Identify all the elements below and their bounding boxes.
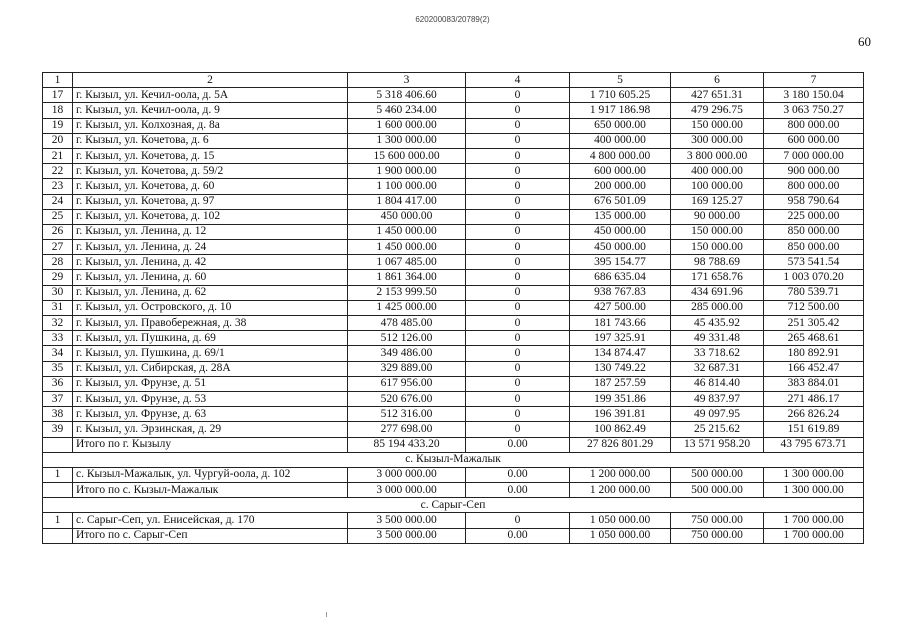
table-cell: г. Кызыл, ул. Ленина, д. 60 bbox=[73, 270, 348, 285]
table-cell: 500 000.00 bbox=[671, 467, 764, 482]
table-cell: г. Кызыл, ул. Кечил-оола, д. 9 bbox=[73, 103, 348, 118]
table-cell: Итого по с. Сарыг-Сеп bbox=[73, 528, 348, 543]
table-cell: г. Кызыл, ул. Фрунзе, д. 63 bbox=[73, 407, 348, 422]
table-cell: 0.00 bbox=[466, 483, 570, 498]
table-cell: г. Кызыл, ул. Ленина, д. 42 bbox=[73, 255, 348, 270]
table-cell bbox=[43, 483, 73, 498]
table-cell: 0 bbox=[466, 164, 570, 179]
table-cell: 400 000.00 bbox=[570, 133, 671, 148]
table-cell: 750 000.00 bbox=[671, 513, 764, 528]
header-cell: 1 bbox=[43, 73, 73, 88]
table-row bbox=[43, 118, 864, 133]
table-cell: 1 917 186.98 bbox=[570, 103, 671, 118]
table-cell: 938 767.83 bbox=[570, 285, 671, 300]
table-cell: 38 bbox=[43, 407, 73, 422]
table-cell: 2 153 999.50 bbox=[348, 285, 466, 300]
table-cell: г. Кызыл, ул. Кочетова, д. 59/2 bbox=[73, 164, 348, 179]
table-cell: 35 bbox=[43, 361, 73, 376]
table-cell: 0 bbox=[466, 194, 570, 209]
table-cell: г. Кызыл, ул. Ленина, д. 12 bbox=[73, 224, 348, 239]
table-cell: 1 700 000.00 bbox=[764, 513, 864, 528]
table-cell: 0 bbox=[466, 240, 570, 255]
table-cell: 0 bbox=[466, 513, 570, 528]
section-title: с. Кызыл-Мажалык bbox=[43, 452, 864, 467]
table-cell: 130 749.22 bbox=[570, 361, 671, 376]
table-cell: 1 710 605.25 bbox=[570, 88, 671, 103]
table-cell: 3 000 000.00 bbox=[348, 483, 466, 498]
table-cell: 45 435.92 bbox=[671, 316, 764, 331]
table-cell: 187 257.59 bbox=[570, 376, 671, 391]
table-row bbox=[43, 407, 864, 422]
table-row bbox=[43, 422, 864, 437]
table-cell: 686 635.04 bbox=[570, 270, 671, 285]
table-row bbox=[43, 361, 864, 376]
table-cell: 712 500.00 bbox=[764, 300, 864, 315]
table-cell: 21 bbox=[43, 148, 73, 163]
table-cell: 3 500 000.00 bbox=[348, 513, 466, 528]
table-cell: 1 bbox=[43, 467, 73, 482]
table-cell: 1 425 000.00 bbox=[348, 300, 466, 315]
table-cell: 850 000.00 bbox=[764, 224, 864, 239]
table-cell: 427 651.31 bbox=[671, 88, 764, 103]
section-header-row bbox=[43, 452, 864, 467]
table-cell: 0 bbox=[466, 179, 570, 194]
table-cell: 1 804 417.00 bbox=[348, 194, 466, 209]
table-cell: с. Сарыг-Сеп, ул. Енисейская, д. 170 bbox=[73, 513, 348, 528]
table-cell: Итого по с. Кызыл-Мажалык bbox=[73, 483, 348, 498]
table-cell: 181 743.66 bbox=[570, 316, 671, 331]
table-cell: 0.00 bbox=[466, 467, 570, 482]
table-cell: 450 000.00 bbox=[570, 240, 671, 255]
table-body bbox=[43, 73, 864, 544]
table-cell: г. Кызыл, ул. Сибирская, д. 28А bbox=[73, 361, 348, 376]
table-cell: 271 486.17 bbox=[764, 391, 864, 406]
table-cell: 1 450 000.00 bbox=[348, 224, 466, 239]
header-cell: 2 bbox=[73, 73, 348, 88]
table-row bbox=[43, 255, 864, 270]
table-cell: 98 788.69 bbox=[671, 255, 764, 270]
table-cell: 958 790.64 bbox=[764, 194, 864, 209]
table-cell: 0 bbox=[466, 103, 570, 118]
table-cell: 29 bbox=[43, 270, 73, 285]
table-row bbox=[43, 240, 864, 255]
table-cell: 24 bbox=[43, 194, 73, 209]
table-cell: 0 bbox=[466, 300, 570, 315]
table-cell: 19 bbox=[43, 118, 73, 133]
header-cell: 5 bbox=[570, 73, 671, 88]
table-cell: 0 bbox=[466, 331, 570, 346]
table-cell: 383 884.01 bbox=[764, 376, 864, 391]
table-cell: 0 bbox=[466, 270, 570, 285]
table-cell: г. Кызыл, ул. Кочетова, д. 97 bbox=[73, 194, 348, 209]
table-cell: 1 200 000.00 bbox=[570, 483, 671, 498]
table-cell: 28 bbox=[43, 255, 73, 270]
table-cell: 0 bbox=[466, 209, 570, 224]
table-cell: 20 bbox=[43, 133, 73, 148]
table-cell: 750 000.00 bbox=[671, 528, 764, 543]
table-cell: 1 300 000.00 bbox=[764, 483, 864, 498]
table-row bbox=[43, 513, 864, 528]
table-cell: 1 450 000.00 bbox=[348, 240, 466, 255]
table-cell: 5 318 406.60 bbox=[348, 88, 466, 103]
table-cell: г. Кызыл, ул. Ленина, д. 62 bbox=[73, 285, 348, 300]
table-cell: 135 000.00 bbox=[570, 209, 671, 224]
header-cell: 3 bbox=[348, 73, 466, 88]
table-cell: г. Кызыл, ул. Кечил-оола, д. 5А bbox=[73, 88, 348, 103]
table-cell: 25 bbox=[43, 209, 73, 224]
table-cell: 0 bbox=[466, 361, 570, 376]
table-row bbox=[43, 164, 864, 179]
section-header-row bbox=[43, 498, 864, 513]
table-cell: 0 bbox=[466, 224, 570, 239]
table-row bbox=[43, 346, 864, 361]
table-cell: 22 bbox=[43, 164, 73, 179]
table-cell: 400 000.00 bbox=[671, 164, 764, 179]
section-title: с. Сарыг-Сеп bbox=[43, 498, 864, 513]
table-cell: 17 bbox=[43, 88, 73, 103]
table-cell: 23 bbox=[43, 179, 73, 194]
data-table bbox=[42, 72, 864, 544]
table-cell: 31 bbox=[43, 300, 73, 315]
table-cell: 49 331.48 bbox=[671, 331, 764, 346]
table-cell: 0 bbox=[466, 88, 570, 103]
table-row bbox=[43, 133, 864, 148]
total-row bbox=[43, 437, 864, 452]
table-cell: 33 bbox=[43, 331, 73, 346]
table-cell: 1 900 000.00 bbox=[348, 164, 466, 179]
table-cell: 617 956.00 bbox=[348, 376, 466, 391]
table-cell: 0 bbox=[466, 148, 570, 163]
table-cell: 850 000.00 bbox=[764, 240, 864, 255]
table-cell: г. Кызыл, ул. Фрунзе, д. 53 bbox=[73, 391, 348, 406]
table-cell: 171 658.76 bbox=[671, 270, 764, 285]
table-cell: с. Кызыл-Мажалык, ул. Чургуй-оола, д. 102 bbox=[73, 467, 348, 482]
table-cell: 900 000.00 bbox=[764, 164, 864, 179]
table-cell: 266 826.24 bbox=[764, 407, 864, 422]
table-cell: 0 bbox=[466, 376, 570, 391]
table-cell: 600 000.00 bbox=[764, 133, 864, 148]
table-cell: 450 000.00 bbox=[570, 224, 671, 239]
page-number: 60 bbox=[858, 34, 871, 49]
table-row bbox=[43, 376, 864, 391]
table-cell: 25 215.62 bbox=[671, 422, 764, 437]
table-row bbox=[43, 300, 864, 315]
total-row bbox=[43, 483, 864, 498]
table-row bbox=[43, 270, 864, 285]
table-row bbox=[43, 316, 864, 331]
table-cell: 500 000.00 bbox=[671, 483, 764, 498]
table-cell: 780 539.71 bbox=[764, 285, 864, 300]
table-cell: 512 316.00 bbox=[348, 407, 466, 422]
table-row bbox=[43, 331, 864, 346]
table-cell: 166 452.47 bbox=[764, 361, 864, 376]
table-cell: г. Кызыл, ул. Кочетова, д. 60 bbox=[73, 179, 348, 194]
table-cell: 0.00 bbox=[466, 437, 570, 452]
table-cell: 0 bbox=[466, 407, 570, 422]
table-cell: 37 bbox=[43, 391, 73, 406]
table-cell: г. Кызыл, ул. Эрзинская, д. 29 bbox=[73, 422, 348, 437]
table-cell: 329 889.00 bbox=[348, 361, 466, 376]
table-cell: 150 000.00 bbox=[671, 118, 764, 133]
table-cell: 15 600 000.00 bbox=[348, 148, 466, 163]
table-cell: 27 826 801.29 bbox=[570, 437, 671, 452]
table-cell: 573 541.54 bbox=[764, 255, 864, 270]
table-cell: 1 300 000.00 bbox=[764, 467, 864, 482]
table-cell: 265 468.61 bbox=[764, 331, 864, 346]
table-cell: 512 126.00 bbox=[348, 331, 466, 346]
table-cell: г. Кызыл, ул. Кочетова, д. 6 bbox=[73, 133, 348, 148]
table-cell: 277 698.00 bbox=[348, 422, 466, 437]
table-cell: 0 bbox=[466, 118, 570, 133]
table-cell: 225 000.00 bbox=[764, 209, 864, 224]
table-cell: 5 460 234.00 bbox=[348, 103, 466, 118]
table-cell: 800 000.00 bbox=[764, 118, 864, 133]
table-cell: 7 000 000.00 bbox=[764, 148, 864, 163]
table-cell: 0 bbox=[466, 391, 570, 406]
table-cell: 1 700 000.00 bbox=[764, 528, 864, 543]
table-cell: 49 837.97 bbox=[671, 391, 764, 406]
table-cell: 13 571 958.20 bbox=[671, 437, 764, 452]
table-cell: 1 600 000.00 bbox=[348, 118, 466, 133]
header-cell: 4 bbox=[466, 73, 570, 88]
table-row bbox=[43, 194, 864, 209]
table-cell: 180 892.91 bbox=[764, 346, 864, 361]
table-cell bbox=[43, 528, 73, 543]
table-row bbox=[43, 179, 864, 194]
table-cell: 1 200 000.00 bbox=[570, 467, 671, 482]
header-cell: 7 bbox=[764, 73, 864, 88]
table-cell: 26 bbox=[43, 224, 73, 239]
table-cell: Итого по г. Кызылу bbox=[73, 437, 348, 452]
table-cell: 34 bbox=[43, 346, 73, 361]
table-row bbox=[43, 209, 864, 224]
table-cell: г. Кызыл, ул. Островского, д. 10 bbox=[73, 300, 348, 315]
table-cell: 478 485.00 bbox=[348, 316, 466, 331]
table-header-row bbox=[43, 73, 864, 88]
table-cell: г. Кызыл, ул. Правобережная, д. 38 bbox=[73, 316, 348, 331]
table-cell: 32 687.31 bbox=[671, 361, 764, 376]
table-cell: 1 861 364.00 bbox=[348, 270, 466, 285]
table-row bbox=[43, 285, 864, 300]
table-cell: 1 050 000.00 bbox=[570, 513, 671, 528]
table-cell: 349 486.00 bbox=[348, 346, 466, 361]
table-row bbox=[43, 391, 864, 406]
table-cell: 600 000.00 bbox=[570, 164, 671, 179]
table-cell: 30 bbox=[43, 285, 73, 300]
table-cell: 3 500 000.00 bbox=[348, 528, 466, 543]
table-cell: 0 bbox=[466, 316, 570, 331]
table-cell: 650 000.00 bbox=[570, 118, 671, 133]
table-cell: 1 067 485.00 bbox=[348, 255, 466, 270]
table-cell: 39 bbox=[43, 422, 73, 437]
table-cell: 85 194 433.20 bbox=[348, 437, 466, 452]
table-cell: 46 814.40 bbox=[671, 376, 764, 391]
table-cell: 450 000.00 bbox=[348, 209, 466, 224]
table-cell: 1 100 000.00 bbox=[348, 179, 466, 194]
table-cell: 18 bbox=[43, 103, 73, 118]
table-cell: 1 003 070.20 bbox=[764, 270, 864, 285]
table-cell: 300 000.00 bbox=[671, 133, 764, 148]
table-cell: 151 619.89 bbox=[764, 422, 864, 437]
scan-mark bbox=[326, 612, 327, 617]
table-cell: 27 bbox=[43, 240, 73, 255]
table-cell: 33 718.62 bbox=[671, 346, 764, 361]
header-cell: 6 bbox=[671, 73, 764, 88]
table-cell: 3 800 000.00 bbox=[671, 148, 764, 163]
table-row bbox=[43, 224, 864, 239]
table-cell: 800 000.00 bbox=[764, 179, 864, 194]
total-row bbox=[43, 528, 864, 543]
table-cell: 150 000.00 bbox=[671, 224, 764, 239]
table-cell bbox=[43, 437, 73, 452]
table-cell: г. Кызыл, ул. Фрунзе, д. 51 bbox=[73, 376, 348, 391]
table-cell: 90 000.00 bbox=[671, 209, 764, 224]
table-cell: 3 180 150.04 bbox=[764, 88, 864, 103]
table-cell: 200 000.00 bbox=[570, 179, 671, 194]
table-cell: 0 bbox=[466, 255, 570, 270]
table-cell: 395 154.77 bbox=[570, 255, 671, 270]
table-row bbox=[43, 103, 864, 118]
table-cell: 676 501.09 bbox=[570, 194, 671, 209]
table-row bbox=[43, 88, 864, 103]
table-cell: г. Кызыл, ул. Пушкина, д. 69 bbox=[73, 331, 348, 346]
table-cell: г. Кызыл, ул. Кочетова, д. 102 bbox=[73, 209, 348, 224]
table-cell: 1 300 000.00 bbox=[348, 133, 466, 148]
table-cell: 0 bbox=[466, 285, 570, 300]
table-cell: 100 862.49 bbox=[570, 422, 671, 437]
table-cell: 0 bbox=[466, 346, 570, 361]
table-cell: 199 351.86 bbox=[570, 391, 671, 406]
table-cell: 434 691.96 bbox=[671, 285, 764, 300]
table-cell: 169 125.27 bbox=[671, 194, 764, 209]
table-cell: 196 391.81 bbox=[570, 407, 671, 422]
table-cell: г. Кызыл, ул. Кочетова, д. 15 bbox=[73, 148, 348, 163]
table-cell: 49 097.95 bbox=[671, 407, 764, 422]
table-cell: 520 676.00 bbox=[348, 391, 466, 406]
table-cell: 43 795 673.71 bbox=[764, 437, 864, 452]
table-cell: 0.00 bbox=[466, 528, 570, 543]
document-id: 620200083/20789(2) bbox=[415, 15, 490, 24]
table-cell: 251 305.42 bbox=[764, 316, 864, 331]
table-cell: 3 063 750.27 bbox=[764, 103, 864, 118]
table-cell: 134 874.47 bbox=[570, 346, 671, 361]
table-cell: 36 bbox=[43, 376, 73, 391]
table-cell: 197 325.91 bbox=[570, 331, 671, 346]
table-cell: г. Кызыл, ул. Ленина, д. 24 bbox=[73, 240, 348, 255]
table-cell: 32 bbox=[43, 316, 73, 331]
table-cell: г. Кызыл, ул. Пушкина, д. 69/1 bbox=[73, 346, 348, 361]
table-cell: 427 500.00 bbox=[570, 300, 671, 315]
table-cell: 4 800 000.00 bbox=[570, 148, 671, 163]
table-cell: 3 000 000.00 bbox=[348, 467, 466, 482]
table-row bbox=[43, 467, 864, 482]
table-cell: 0 bbox=[466, 422, 570, 437]
table-cell: 1 bbox=[43, 513, 73, 528]
table-cell: г. Кызыл, ул. Колхозная, д. 8а bbox=[73, 118, 348, 133]
table-cell: 150 000.00 bbox=[671, 240, 764, 255]
table-row bbox=[43, 148, 864, 163]
table-cell: 100 000.00 bbox=[671, 179, 764, 194]
table-cell: 479 296.75 bbox=[671, 103, 764, 118]
table-cell: 285 000.00 bbox=[671, 300, 764, 315]
table-cell: 1 050 000.00 bbox=[570, 528, 671, 543]
table-cell: 0 bbox=[466, 133, 570, 148]
